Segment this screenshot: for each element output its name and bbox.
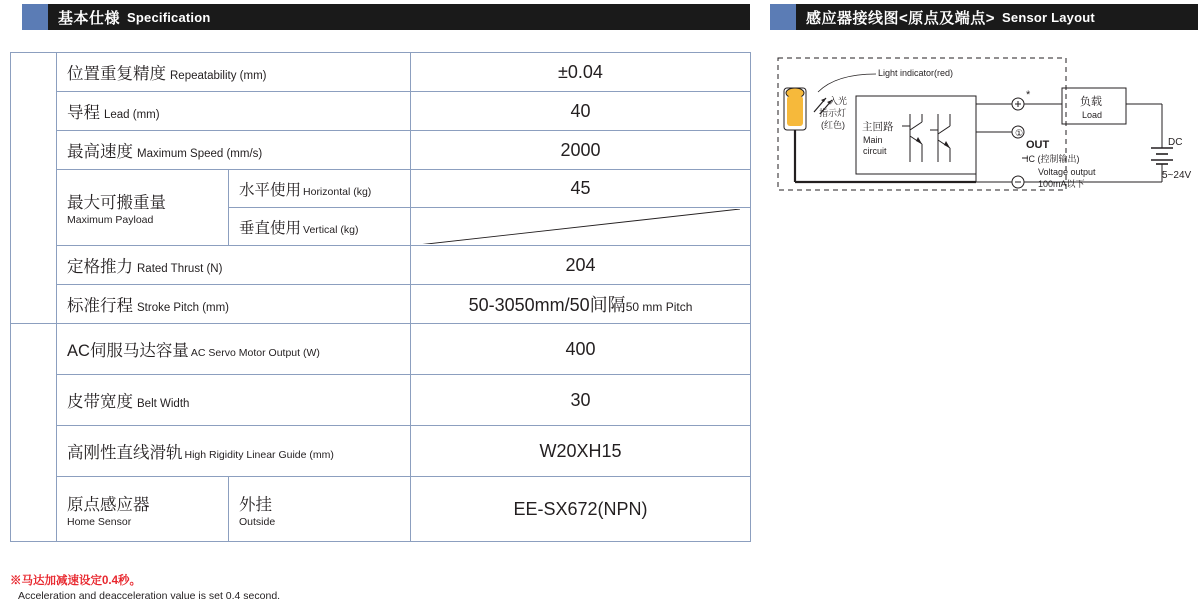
group-label-spec-cn: 规格: [21, 152, 48, 208]
row-label-home-sensor: [57, 477, 229, 542]
specification-table: [10, 52, 751, 542]
row-label-cn: 皮带宽度: [67, 393, 133, 411]
row-sublabel-en: Horizontal (kg): [303, 185, 372, 198]
group-label-spec: [11, 53, 57, 324]
asterisk-marker: *: [1026, 89, 1031, 101]
row-label-maximum-payload: [57, 170, 229, 246]
row-label-ac-servo-motor-output: [57, 324, 411, 375]
row-sublabel-cn: 垂直使用: [239, 219, 302, 237]
row-label-belt-width: [57, 375, 411, 426]
terminal-wires: [976, 96, 1012, 182]
table-row: [11, 92, 751, 131]
specification-table-wrapper: [10, 52, 750, 542]
transistor-symbols-icon: [902, 114, 950, 162]
dc-source-icon: [1151, 148, 1173, 164]
table-row: [11, 324, 751, 375]
row-label-cn: 原点感应器: [67, 495, 150, 514]
group-label-parts-en: Parts: [21, 454, 48, 467]
group-label-spec-en: Spec: [21, 210, 48, 223]
group-label-parts-cn: 部品: [21, 396, 48, 452]
voltage-output-line-2: 100mA以下: [1038, 179, 1085, 189]
sensor-layout-title-en: Sensor Layout: [1002, 9, 1095, 25]
specification-header-bar: [48, 4, 750, 30]
specification-title-cn: 基本仕様: [58, 9, 121, 27]
voltage-output-line-1: Voltage output: [1038, 167, 1096, 177]
row-label-cn: 高刚性直线滑轨: [67, 444, 183, 462]
row-label-cn: 最大可搬重量: [67, 194, 166, 212]
row-sublabel-cn: 水平使用: [239, 181, 302, 199]
row-value-ac-servo-motor-output: 400: [411, 324, 751, 375]
row-label-lead: [57, 92, 411, 131]
row-value-maximum-speed: 2000: [411, 131, 751, 170]
row-label-cn: 导程: [67, 104, 100, 122]
row-sublabel-horizontal: [229, 170, 411, 208]
row-label-cn: 定格推力: [67, 258, 133, 276]
row-value-linear-guide: W20XH15: [411, 426, 751, 477]
row-label-cn: 位置重复精度: [67, 65, 166, 83]
footnote-line-2: Acceleration and deacceleration value is set 0.4 second.: [18, 590, 281, 602]
sensor-layout-header-bar: [796, 4, 1198, 30]
sensor-layout-diagram: [770, 44, 1198, 214]
row-label-en: Maximum Payload: [67, 214, 154, 226]
out-label: OUT: [1026, 139, 1050, 151]
sensor-layout-title-cn: 感应器接线图<原点及端点>: [806, 9, 996, 27]
row-label-en: Belt Width: [137, 398, 190, 410]
dc-label: DC: [1168, 137, 1183, 148]
terminal-out-label: ①: [1015, 128, 1024, 138]
row-label-maximum-speed: [57, 131, 411, 170]
ic-label: IC (控制输出): [1026, 154, 1080, 164]
led-glow-icon: [787, 96, 803, 126]
row-label-en: Lead (mm): [104, 109, 160, 121]
row-label-en: Stroke Pitch (mm): [137, 302, 230, 314]
row-label-repeatability: [57, 53, 411, 92]
row-value-rated-thrust: 204: [411, 246, 751, 285]
row-value-lead: 40: [411, 92, 751, 131]
light-indicator-cn-1: 入光: [829, 96, 848, 106]
row-label-en: Repeatability (mm): [170, 70, 267, 82]
table-row: [11, 375, 751, 426]
sensor-circuit-svg: [770, 44, 1198, 214]
row-label-stroke-pitch: [57, 285, 411, 324]
table-row: [11, 131, 751, 170]
row-label-en: Maximum Speed (mm/s): [137, 148, 263, 160]
row-value-horizontal-payload: 45: [411, 170, 751, 208]
row-label-cn: 标准行程: [67, 297, 133, 315]
row-label-en: AC Servo Motor Output (W): [190, 347, 320, 359]
table-row: [11, 53, 751, 92]
table-row: [11, 426, 751, 477]
table-row: [11, 170, 751, 208]
row-label-linear-guide: [57, 426, 411, 477]
row-label-en: High Rigidity Linear Guide (mm): [184, 449, 334, 461]
header-color-swatch: [22, 4, 48, 30]
leader-line: [818, 74, 876, 92]
main-circuit-cn: 主回路: [862, 121, 894, 133]
dc-value: 5~24V: [1162, 170, 1192, 181]
sensor-layout-header: [770, 4, 1198, 30]
main-circuit-en-1: Main: [863, 135, 883, 145]
footnote-line-1: ※马达加减速设定0.4秒。: [10, 575, 141, 587]
row-label-en: Home Sensor: [67, 515, 132, 528]
row-label-cn: 最高速度: [67, 143, 133, 161]
row-label-rated-thrust: [57, 246, 411, 285]
row-value-home-sensor: EE-SX672(NPN): [411, 477, 751, 542]
main-circuit-en-2: circuit: [863, 146, 887, 156]
row-sublabel-en: Vertical (kg): [303, 223, 359, 236]
row-label-en: Rated Thrust (N): [137, 263, 223, 275]
stroke-pitch-value: 50-3050mm/50间隔: [468, 295, 626, 315]
load-label-cn: 负载: [1080, 96, 1102, 108]
row-label-cn: AC伺服马达容量: [67, 342, 189, 360]
specification-header: [22, 4, 750, 30]
stroke-pitch-note: 50 mm Pitch: [625, 300, 693, 314]
row-value-repeatability: ±0.04: [411, 53, 751, 92]
group-label-parts: [11, 324, 57, 542]
row-sublabel-cn: 外挂: [239, 495, 272, 514]
light-indicator-cn-3: (红色): [821, 120, 845, 130]
row-sublabel-vertical: [229, 208, 411, 246]
header-color-swatch: [770, 4, 796, 30]
row-value-stroke-pitch: [411, 285, 751, 324]
table-row: [11, 285, 751, 324]
specification-title-en: Specification: [127, 9, 211, 25]
footnote: [10, 572, 710, 602]
light-indicator-cn-2: 指示灯: [819, 108, 847, 118]
row-sublabel-outside: [229, 477, 411, 542]
row-value-vertical-payload-empty: [411, 208, 751, 246]
table-row: [11, 477, 751, 542]
row-sublabel-en: Outside: [239, 515, 276, 528]
row-value-belt-width: 30: [411, 375, 751, 426]
table-row: [11, 246, 751, 285]
diagonal-strike-icon: [421, 209, 740, 245]
load-label-en: Load: [1082, 110, 1103, 120]
light-indicator-en: Light indicator(red): [878, 68, 954, 78]
